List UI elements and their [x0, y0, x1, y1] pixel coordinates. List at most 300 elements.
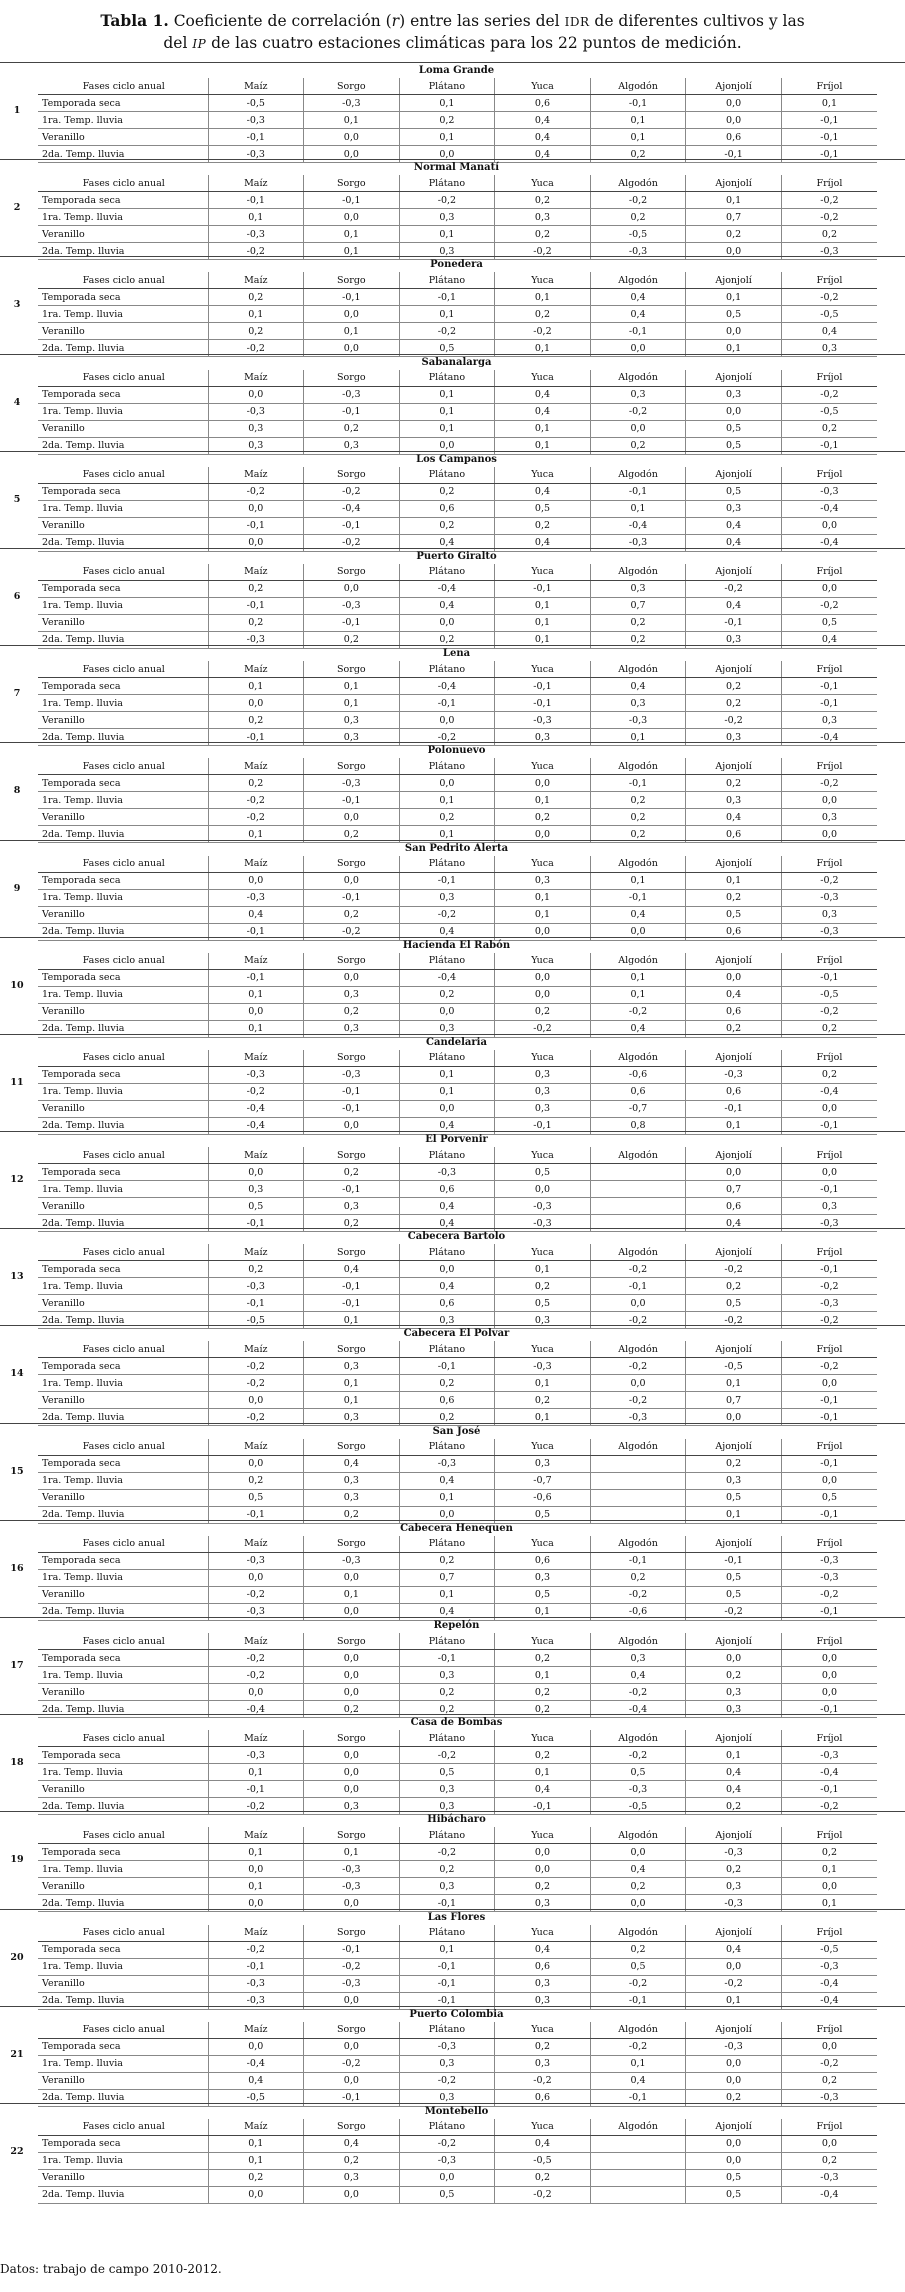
value-cell: -0,2	[399, 1747, 495, 1764]
station-name: Casa de Bombas	[410, 1717, 503, 1729]
value-cell: -0,1	[590, 323, 686, 340]
value-cell: -0,1	[781, 146, 877, 163]
column-header: Fases ciclo anual	[38, 758, 208, 775]
phase-label: 1ra. Temp. lluvia	[38, 112, 208, 129]
value-cell: -0,4	[399, 580, 495, 597]
value-cell: -0,1	[304, 889, 400, 906]
value-cell: 0,1	[781, 95, 877, 112]
value-cell: 0,3	[495, 1992, 591, 2009]
value-cell: 0,0	[686, 112, 782, 129]
column-header: Sorgo	[304, 856, 400, 873]
column-header: Maíz	[208, 564, 304, 581]
column-header: Plátano	[399, 564, 495, 581]
column-header: Fases ciclo anual	[38, 2022, 208, 2039]
value-cell: -0,1	[208, 1295, 304, 1312]
value-cell: -0,3	[304, 95, 400, 112]
value-cell: 0,2	[399, 517, 495, 534]
value-cell: 0,0	[495, 775, 591, 792]
value-cell: 0,1	[399, 1489, 495, 1506]
value-cell: 0,3	[686, 729, 782, 746]
value-cell: 0,6	[686, 1083, 782, 1100]
value-cell: 0,4	[399, 1117, 495, 1134]
station-number: 13	[10, 1271, 24, 1283]
value-cell: 0,3	[399, 889, 495, 906]
table-row	[38, 1684, 877, 1701]
column-header: Maíz	[208, 272, 304, 289]
column-header: Algodón	[590, 953, 686, 970]
value-cell	[590, 1472, 686, 1489]
phase-label: 1ra. Temp. lluvia	[38, 1569, 208, 1586]
value-cell: -0,4	[781, 2186, 877, 2203]
column-header: Yuca	[495, 856, 591, 873]
value-cell: 0,7	[686, 1392, 782, 1409]
column-header: Sorgo	[304, 175, 400, 192]
phase-label: Temporada seca	[38, 1844, 208, 1861]
column-header: Fríjol	[781, 370, 877, 387]
value-cell: 0,3	[399, 1878, 495, 1895]
value-cell: -0,1	[208, 923, 304, 940]
column-header: Plátano	[399, 467, 495, 484]
value-cell: 0,0	[399, 2169, 495, 2186]
phase-label: Temporada seca	[38, 1066, 208, 1083]
value-cell: -0,3	[208, 146, 304, 163]
value-cell: 0,0	[495, 923, 591, 940]
value-cell: 0,4	[495, 1781, 591, 1798]
value-cell: 0,5	[686, 1295, 782, 1312]
value-cell: -0,2	[590, 2038, 686, 2055]
value-cell: 0,0	[399, 775, 495, 792]
value-cell: -0,1	[399, 1895, 495, 1912]
value-cell: 0,0	[781, 1375, 877, 1392]
value-cell: 0,3	[208, 420, 304, 437]
value-cell: 0,1	[686, 289, 782, 306]
value-cell: 0,2	[304, 1164, 400, 1181]
value-cell: -0,1	[208, 729, 304, 746]
table-row	[38, 580, 877, 597]
column-header: Algodón	[590, 758, 686, 775]
value-cell: -0,1	[590, 2089, 686, 2106]
value-cell: -0,1	[686, 614, 782, 631]
table-row	[38, 1375, 877, 1392]
value-cell: 0,3	[399, 1020, 495, 1037]
value-cell: -0,2	[208, 809, 304, 826]
value-cell: 0,1	[686, 1506, 782, 1523]
value-cell: 0,2	[495, 1392, 591, 1409]
column-header: Fríjol	[781, 1925, 877, 1942]
value-cell: 0,3	[495, 729, 591, 746]
caption-text-5: de las cuatro estaciones climáticas para los 22 puntos de medición.	[206, 34, 742, 52]
station-block	[0, 1811, 905, 1908]
phase-label: 1ra. Temp. lluvia	[38, 1278, 208, 1295]
value-cell	[590, 1164, 686, 1181]
column-header: Plátano	[399, 856, 495, 873]
column-header: Maíz	[208, 1050, 304, 1067]
value-cell: -0,5	[208, 2089, 304, 2106]
value-cell: 0,6	[495, 1958, 591, 1975]
value-cell: 0,3	[304, 986, 400, 1003]
value-cell: 0,5	[208, 1489, 304, 1506]
value-cell: 0,0	[686, 403, 782, 420]
value-cell: -0,3	[208, 1992, 304, 2009]
value-cell: 0,4	[399, 1215, 495, 1232]
column-header: Yuca	[495, 1536, 591, 1553]
value-cell: 0,3	[781, 906, 877, 923]
column-header: Maíz	[208, 661, 304, 678]
column-header: Maíz	[208, 1147, 304, 1164]
value-cell	[590, 2186, 686, 2203]
value-cell: 0,2	[686, 695, 782, 712]
value-cell: 0,0	[686, 2135, 782, 2152]
value-cell: -0,3	[304, 1975, 400, 1992]
value-cell: 0,2	[399, 1375, 495, 1392]
value-cell: 0,1	[399, 826, 495, 843]
value-cell: 0,3	[304, 437, 400, 454]
column-header: Algodón	[590, 1730, 686, 1747]
value-cell: -0,1	[399, 289, 495, 306]
phase-label: Veranillo	[38, 906, 208, 923]
station-table	[38, 1827, 877, 1912]
phase-label: Temporada seca	[38, 2038, 208, 2055]
station-table	[38, 758, 877, 843]
value-cell: 0,0	[304, 1569, 400, 1586]
column-header: Fríjol	[781, 2022, 877, 2039]
column-header: Algodón	[590, 1050, 686, 1067]
value-cell: 0,1	[208, 986, 304, 1003]
column-header: Sorgo	[304, 78, 400, 95]
phase-label: Temporada seca	[38, 1358, 208, 1375]
table-row	[38, 1066, 877, 1083]
phase-label: 2da. Temp. lluvia	[38, 1603, 208, 1620]
column-header: Fases ciclo anual	[38, 175, 208, 192]
value-cell: -0,3	[208, 1066, 304, 1083]
table-row	[38, 2038, 877, 2055]
station-table	[38, 2022, 877, 2107]
station-table	[38, 467, 877, 552]
value-cell: -0,3	[495, 1198, 591, 1215]
table-row	[38, 306, 877, 323]
value-cell: 0,1	[590, 500, 686, 517]
phase-label: Veranillo	[38, 1003, 208, 1020]
value-cell: -0,2	[590, 1358, 686, 1375]
phase-label: 2da. Temp. lluvia	[38, 1798, 208, 1815]
value-cell: 0,3	[495, 1312, 591, 1329]
column-header: Ajonjolí	[686, 1147, 782, 1164]
value-cell: 0,0	[304, 1684, 400, 1701]
station-block	[0, 1228, 905, 1325]
table-row	[38, 1861, 877, 1878]
station-number: 19	[10, 1854, 24, 1866]
column-header: Ajonjolí	[686, 758, 782, 775]
value-cell: -0,2	[495, 243, 591, 260]
table-row	[38, 209, 877, 226]
value-cell: -0,1	[686, 146, 782, 163]
table-row	[38, 2055, 877, 2072]
table-row	[38, 614, 877, 631]
value-cell: 0,3	[495, 1895, 591, 1912]
value-cell: 0,0	[399, 1261, 495, 1278]
value-cell: -0,3	[781, 889, 877, 906]
value-cell: 0,4	[399, 1472, 495, 1489]
value-cell: 0,2	[781, 226, 877, 243]
phase-label: 2da. Temp. lluvia	[38, 1895, 208, 1912]
value-cell: 0,5	[686, 1586, 782, 1603]
value-cell: 0,1	[304, 323, 400, 340]
station-name: Polonuevo	[427, 745, 486, 757]
value-cell: 0,4	[590, 1020, 686, 1037]
value-cell: -0,5	[781, 306, 877, 323]
table-row	[38, 1586, 877, 1603]
value-cell: 0,3	[686, 1878, 782, 1895]
column-header: Algodón	[590, 1147, 686, 1164]
value-cell: 0,2	[399, 1684, 495, 1701]
value-cell: -0,4	[781, 500, 877, 517]
column-header: Sorgo	[304, 1050, 400, 1067]
value-cell: -0,2	[495, 2072, 591, 2089]
column-header: Fríjol	[781, 1341, 877, 1358]
value-cell: 0,3	[590, 1650, 686, 1667]
value-cell: 0,0	[208, 2186, 304, 2203]
value-cell: 0,5	[686, 906, 782, 923]
phase-label: 2da. Temp. lluvia	[38, 1409, 208, 1426]
value-cell: 0,6	[686, 826, 782, 843]
value-cell: 0,5	[686, 437, 782, 454]
value-cell: 0,1	[590, 969, 686, 986]
column-header: Fríjol	[781, 1244, 877, 1261]
value-cell: 0,7	[590, 597, 686, 614]
station-block	[0, 62, 905, 159]
value-cell: 0,2	[686, 1278, 782, 1295]
value-cell: 0,3	[781, 1198, 877, 1215]
value-cell: 0,3	[304, 1020, 400, 1037]
value-cell: 0,3	[304, 1358, 400, 1375]
value-cell: 0,1	[495, 1603, 591, 1620]
column-header: Fríjol	[781, 758, 877, 775]
phase-label: Veranillo	[38, 1684, 208, 1701]
value-cell: 0,2	[590, 1569, 686, 1586]
value-cell: 0,3	[495, 209, 591, 226]
station-number: 8	[13, 785, 21, 797]
value-cell: 0,3	[399, 1798, 495, 1815]
value-cell: -0,4	[208, 1701, 304, 1718]
phase-label: Temporada seca	[38, 1455, 208, 1472]
value-cell: 0,0	[208, 1895, 304, 1912]
caption-r: r	[391, 12, 400, 30]
phase-label: Veranillo	[38, 2169, 208, 2186]
column-header: Fríjol	[781, 2119, 877, 2136]
phase-label: 1ra. Temp. lluvia	[38, 1181, 208, 1198]
value-cell: 0,2	[590, 209, 686, 226]
column-header: Maíz	[208, 467, 304, 484]
column-header: Sorgo	[304, 1244, 400, 1261]
value-cell: 0,4	[686, 1764, 782, 1781]
value-cell: -0,1	[304, 1278, 400, 1295]
phase-label: 1ra. Temp. lluvia	[38, 986, 208, 1003]
value-cell: -0,3	[495, 712, 591, 729]
value-cell: 0,5	[399, 2186, 495, 2203]
column-header: Ajonjolí	[686, 1439, 782, 1456]
value-cell: 0,2	[304, 631, 400, 648]
value-cell: 0,4	[590, 1667, 686, 1684]
value-cell: -0,4	[208, 1100, 304, 1117]
value-cell: 0,2	[208, 2169, 304, 2186]
value-cell: -0,2	[495, 323, 591, 340]
station-table	[38, 661, 877, 746]
column-header: Ajonjolí	[686, 1827, 782, 1844]
value-cell: -0,1	[781, 1781, 877, 1798]
value-cell: 0,3	[686, 631, 782, 648]
phase-label: Veranillo	[38, 129, 208, 146]
value-cell: 0,1	[399, 792, 495, 809]
value-cell: 0,0	[781, 1667, 877, 1684]
value-cell: 0,4	[686, 1941, 782, 1958]
value-cell: 0,2	[686, 1861, 782, 1878]
value-cell: -0,2	[304, 483, 400, 500]
column-header: Fríjol	[781, 175, 877, 192]
value-cell: 0,2	[208, 712, 304, 729]
value-cell: 0,0	[781, 1100, 877, 1117]
value-cell: 0,2	[590, 1878, 686, 1895]
table-row	[38, 420, 877, 437]
value-cell: 0,1	[590, 872, 686, 889]
correlation-tables	[0, 62, 905, 2200]
station-number: 5	[13, 493, 21, 505]
column-header: Ajonjolí	[686, 661, 782, 678]
value-cell: 0,0	[781, 1878, 877, 1895]
value-cell: -0,1	[781, 1603, 877, 1620]
value-cell: 0,1	[208, 826, 304, 843]
value-cell: -0,1	[399, 1992, 495, 2009]
value-cell: -0,2	[781, 386, 877, 403]
table-row	[38, 1764, 877, 1781]
value-cell: 0,3	[495, 1569, 591, 1586]
column-header: Fases ciclo anual	[38, 661, 208, 678]
value-cell: 0,1	[304, 1586, 400, 1603]
phase-label: Veranillo	[38, 1295, 208, 1312]
source-note: Datos: trabajo de campo 2010-2012.	[0, 2262, 222, 2276]
column-header: Plátano	[399, 370, 495, 387]
value-cell: 0,2	[399, 1552, 495, 1569]
value-cell: -0,1	[208, 129, 304, 146]
phase-label: 1ra. Temp. lluvia	[38, 1083, 208, 1100]
column-header: Fríjol	[781, 272, 877, 289]
station-block	[0, 937, 905, 1034]
value-cell: 0,6	[399, 1392, 495, 1409]
value-cell: -0,5	[781, 1941, 877, 1958]
value-cell: 0,4	[590, 678, 686, 695]
value-cell: -0,2	[495, 2186, 591, 2203]
value-cell: 0,1	[495, 792, 591, 809]
phase-label: Temporada seca	[38, 1747, 208, 1764]
value-cell: -0,2	[590, 1684, 686, 1701]
value-cell: -0,2	[686, 580, 782, 597]
value-cell: 0,2	[495, 1684, 591, 1701]
column-header: Fríjol	[781, 1827, 877, 1844]
value-cell: 0,6	[399, 1181, 495, 1198]
value-cell: 0,2	[304, 1215, 400, 1232]
value-cell: -0,3	[781, 243, 877, 260]
caption-text-4: del	[163, 34, 193, 52]
value-cell: -0,1	[590, 1278, 686, 1295]
value-cell: -0,1	[590, 1992, 686, 2009]
phase-label: 2da. Temp. lluvia	[38, 923, 208, 940]
column-header: Sorgo	[304, 2119, 400, 2136]
phase-label: Temporada seca	[38, 678, 208, 695]
value-cell: 0,5	[686, 306, 782, 323]
value-cell: 0,1	[495, 597, 591, 614]
value-cell: 0,0	[590, 1895, 686, 1912]
column-header: Algodón	[590, 175, 686, 192]
column-header: Sorgo	[304, 1827, 400, 1844]
station-table	[38, 2119, 877, 2204]
value-cell: 0,0	[208, 534, 304, 551]
station-table	[38, 564, 877, 649]
value-cell: 0,1	[304, 678, 400, 695]
phase-label: 1ra. Temp. lluvia	[38, 792, 208, 809]
value-cell: 0,1	[495, 1409, 591, 1426]
table-row	[38, 969, 877, 986]
column-header: Maíz	[208, 2119, 304, 2136]
table-row	[38, 1181, 877, 1198]
phase-label: Temporada seca	[38, 969, 208, 986]
column-header: Sorgo	[304, 758, 400, 775]
value-cell: 0,5	[686, 483, 782, 500]
column-header: Yuca	[495, 953, 591, 970]
header-row	[38, 758, 877, 775]
value-cell: -0,3	[399, 1455, 495, 1472]
station-name: Normal Manatí	[413, 162, 500, 174]
column-header: Yuca	[495, 467, 591, 484]
value-cell: 0,5	[781, 1489, 877, 1506]
value-cell: 0,3	[304, 712, 400, 729]
value-cell: 0,5	[495, 1295, 591, 1312]
phase-label: 2da. Temp. lluvia	[38, 243, 208, 260]
value-cell: -0,3	[590, 1409, 686, 1426]
station-block	[0, 1034, 905, 1131]
value-cell: -0,4	[781, 729, 877, 746]
value-cell: 0,1	[495, 906, 591, 923]
station-table	[38, 1730, 877, 1815]
column-header: Plátano	[399, 758, 495, 775]
column-header: Fríjol	[781, 953, 877, 970]
column-header: Plátano	[399, 78, 495, 95]
value-cell: -0,1	[686, 1552, 782, 1569]
station-name: Ponedera	[430, 259, 483, 271]
column-header: Algodón	[590, 1439, 686, 1456]
station-table	[38, 856, 877, 941]
value-cell: 0,3	[304, 2169, 400, 2186]
column-header: Fríjol	[781, 78, 877, 95]
value-cell: 0,0	[686, 1409, 782, 1426]
value-cell: 0,1	[304, 1312, 400, 1329]
value-cell: 0,2	[304, 1701, 400, 1718]
value-cell: 0,6	[399, 500, 495, 517]
value-cell: 0,0	[781, 1164, 877, 1181]
value-cell: 0,5	[686, 1489, 782, 1506]
value-cell: 0,0	[399, 712, 495, 729]
value-cell: -0,2	[590, 1392, 686, 1409]
phase-label: Temporada seca	[38, 1552, 208, 1569]
value-cell: -0,1	[781, 1392, 877, 1409]
value-cell: 0,4	[686, 1781, 782, 1798]
column-header: Plátano	[399, 1827, 495, 1844]
value-cell: -0,5	[781, 403, 877, 420]
station-table	[38, 370, 877, 455]
value-cell: 0,0	[399, 1003, 495, 1020]
value-cell: 0,2	[781, 1844, 877, 1861]
value-cell: 0,2	[781, 2072, 877, 2089]
column-header: Fases ciclo anual	[38, 1827, 208, 1844]
value-cell: 0,2	[495, 1701, 591, 1718]
